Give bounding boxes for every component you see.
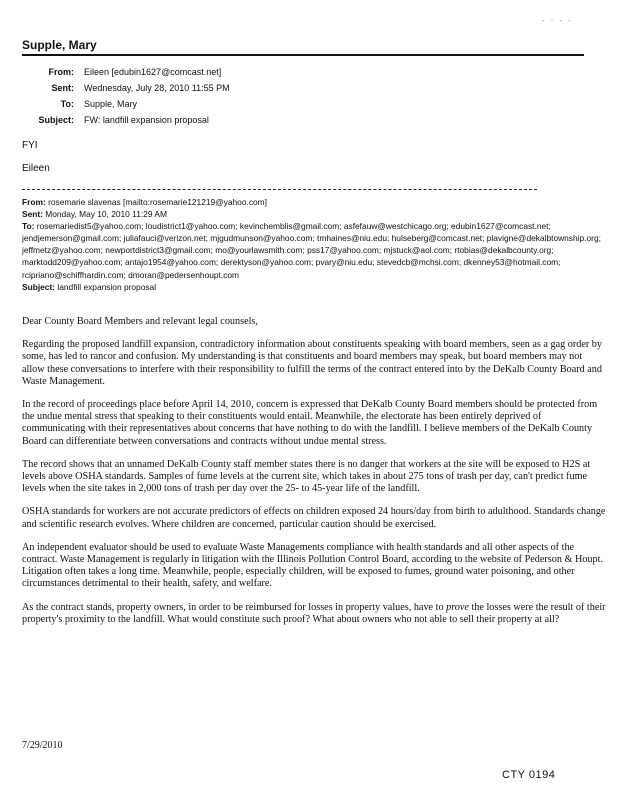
paragraph-5: An independent evaluator should be used to evaluate Waste Managements compliance with health standards and all other aspects of the contract. Waste Management is regularly in litigation with the Illinois Pollution Control Board, according to the website of Pederson & Houpt. Litigation often takes a long time. Meanwhile, people, especially children, will be exposed to fumes, ground water poisoning, and other circumstances detrimental to their health, safety, and welfare. bbox=[22, 541, 603, 590]
sent-value: Wednesday, July 28, 2010 11:55 PM bbox=[84, 83, 230, 93]
mailbox-owner: Supple, Mary bbox=[22, 38, 97, 52]
fwd-sent-label: Sent: bbox=[22, 209, 43, 220]
fwd-subject-line bbox=[22, 281, 602, 293]
fwd-to-value: rosemariedist5@yahoo.com; loudistrict1@yahoo.com; kevinchemblis@gmail.com; asfefauw@westchicago.org; edubin1627@comcast.net; jendjemerson@gmail.com; juliafauci@verizon.net; mjgudmunson@yahoo.com; tmhaines@niu.edu; hulseberg@comcast.net; plavigne@dekalbtownship.org; jeffmetz@yahoo.com; newportdistrict3@gmail.com; mo@yourlawsmith.com; pss17@yahoo.com; mjstuck@aol.com; rtobias@dekalbcounty.org; marktodd209@yahoo.com; antajo1954@yahoo.com; derektyson@yahoo.com; pvary@niu.edu; stevedcb@mchsi.com; dkenney53@hotmail.com; rcipriano@schiffhardin.com; dmoran@pedersenhoupt.com bbox=[22, 221, 601, 280]
to-row bbox=[22, 96, 582, 112]
fwd-to-label: To: bbox=[22, 221, 35, 232]
fwd-from-value: rosemarie slavenas [mailto:rosemarie121219@yahoo.com] bbox=[48, 197, 267, 207]
fwd-from-label: From: bbox=[22, 197, 46, 207]
letter-date: 7/29/2010 bbox=[22, 740, 63, 751]
fwd-subject-label: Subject: bbox=[22, 281, 56, 292]
subject-row bbox=[22, 112, 582, 128]
from-row bbox=[22, 64, 582, 80]
fwd-sent-line bbox=[22, 208, 602, 220]
paragraph-3: The record shows that an unnamed DeKalb County staff member states there is no danger that workers at the site will be exposed to H2S at levels above OSHA standards. Samples of fume levels at the current site, which takes in about 275 tons of trash per day, can't predict fume levels when the site takes in 2,000 tons of trash per day over the 25- to 45-year life of the landfill. bbox=[22, 458, 591, 495]
forwarded-header bbox=[22, 196, 602, 293]
fwd-subject-value: landfill expansion proposal bbox=[57, 281, 157, 292]
from-label: From: bbox=[48, 67, 74, 77]
to-label: To: bbox=[60, 99, 74, 109]
fwd-from-line bbox=[22, 196, 602, 208]
fyi-note: FYI bbox=[22, 140, 38, 151]
paragraph-6-end: the losses were the result of their property's proximity to the landfill. What would constitute such proof? What about owners who not able to sell their property at all? bbox=[22, 601, 606, 625]
signature: Eileen bbox=[22, 163, 50, 174]
email-header bbox=[22, 64, 582, 128]
letter-body bbox=[22, 316, 606, 637]
paragraph-4: OSHA standards for workers are not accurate predictors of effects on children exposed 24 hours/day from birth to adulthood. Standards change and scientific research evolves. Where children are concerned, particular caution should be exercised. bbox=[22, 506, 606, 530]
paragraph-6-emphasis: prove bbox=[446, 601, 469, 613]
fwd-sent-value: Monday, May 10, 2010 11:29 AM bbox=[45, 209, 167, 220]
paragraph-2: In the record of proceedings place before April 14, 2010, concern is expressed that DeKalb County Board members should be protected from the undue mental stress that speaking to their constituents would entail. Meanwhile, the electorate has been entirely deprived of communicating with their representatives about concerns that have nothing to do with the landfill. I believe members of the DeKalb County Board can differentiate between conversations and contracts without undue mental stress. bbox=[22, 399, 598, 447]
subject-label: Subject: bbox=[38, 115, 74, 125]
sent-row bbox=[22, 80, 582, 96]
to-value: Supple, Mary bbox=[84, 99, 138, 109]
subject-value: FW: landfill expansion proposal bbox=[84, 115, 209, 125]
corner-mark: . . . . bbox=[542, 14, 572, 23]
paragraph-6 bbox=[22, 602, 606, 626]
salutation: Dear County Board Members and relevant legal counsels, bbox=[22, 316, 258, 327]
bates-number: CTY 0194 bbox=[502, 769, 556, 781]
header-rule bbox=[22, 54, 584, 56]
fwd-to-line bbox=[22, 220, 602, 280]
paragraph-1: Regarding the proposed landfill expansion, contradictory information about constituents speaking with board members, seen as a gag order by some, has led to rancor and confusion. My understanding is that constituents and board members may speak, but board members may not allow these conversations to interfere with their responsibility to fulfill the terms of the contract entered into by the DeKalb County Board and Waste Management. bbox=[22, 339, 602, 387]
forward-divider bbox=[22, 189, 537, 190]
sent-label: Sent: bbox=[51, 83, 74, 93]
from-value: Eileen [edubin1627@comcast.net] bbox=[84, 67, 222, 77]
paragraph-6-start: As the contract stands, property owners, in order to be reimbursed for losses in property values, have to bbox=[22, 601, 447, 613]
